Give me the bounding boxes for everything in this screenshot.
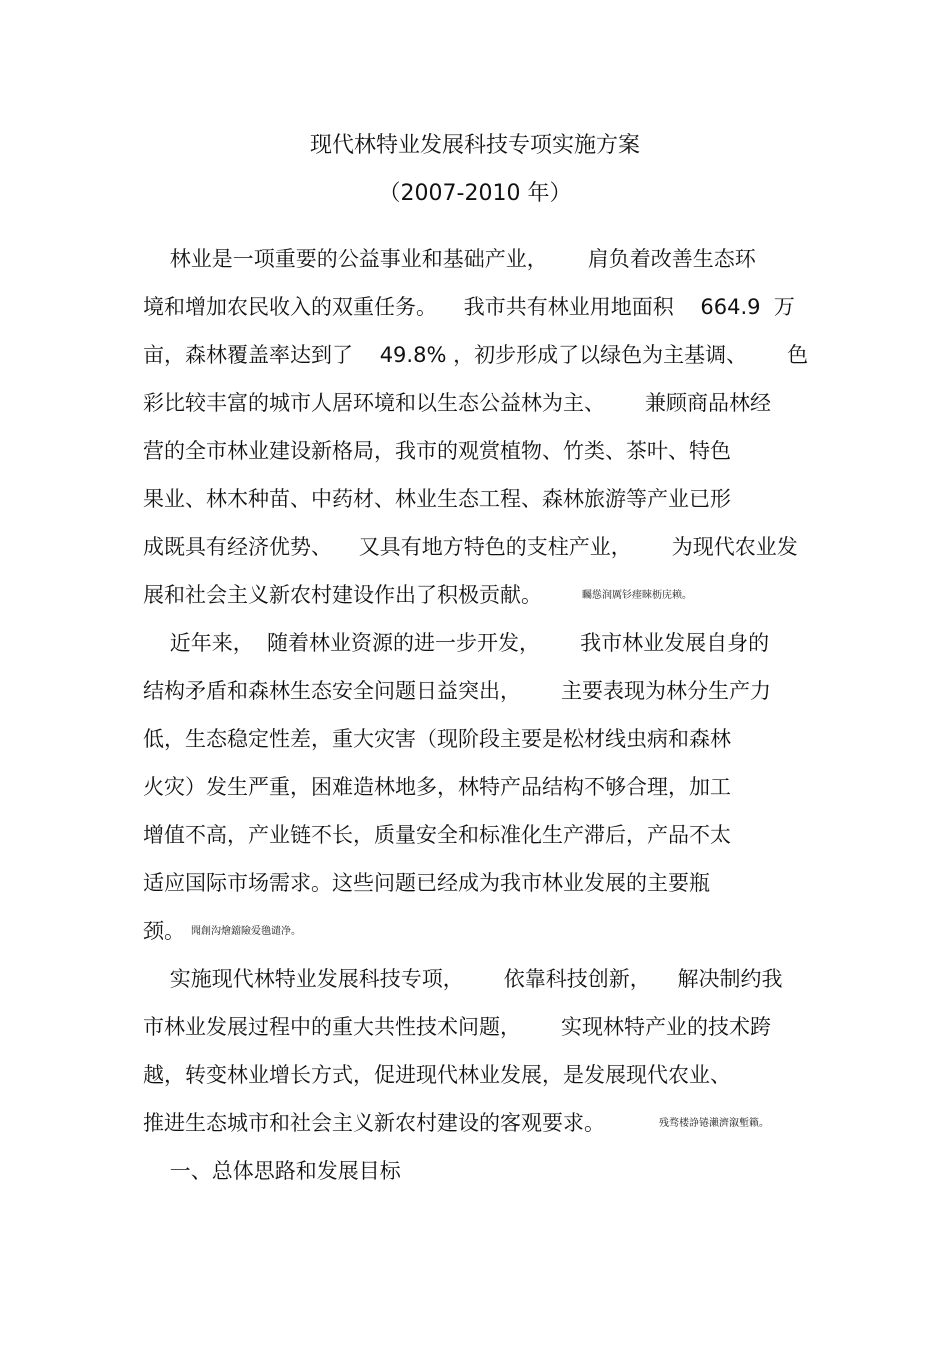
- paragraph-2-line-1: 近年来， 随着林业资源的进一步开发， 我市林业发展自身的: [143, 631, 770, 655]
- document-subtitle: （2007-2010 年）: [378, 181, 572, 206]
- paragraph-2-line-7: [143, 916, 301, 946]
- paragraph-3-line-1: 实施现代林特业发展科技专项， 依靠科技创新， 解决制约我: [143, 967, 783, 991]
- paragraph-2-line-2: 结构矛盾和森林生态安全问题日益突出， 主要表现为林分生产力: [143, 679, 772, 703]
- paragraph-1-line-2: 境和增加农民收入的双重任务。 我市共有林业用地面积 664.9 万: [143, 295, 795, 319]
- paragraph-1-line-5: 营的全市林业建设新格局，我市的观赏植物、竹类、茶叶、特色: [143, 439, 731, 463]
- paragraph-2-line-3: 低，生态稳定性差，重大灾害（现阶段主要是松材线虫病和森林: [143, 727, 731, 751]
- paragraph-3-line-2: 市林业发展过程中的重大共性技术问题， 实现林特产业的技术跨: [143, 1015, 772, 1039]
- paragraph-3-line-4: [143, 1108, 769, 1138]
- paragraph-2-line-6: 适应国际市场需求。这些问题已经成为我市林业发展的主要瓶: [143, 871, 710, 895]
- paragraph-1-line-8: [143, 580, 692, 610]
- paragraph-1-line-6: 果业、林木种苗、中药材、林业生态工程、森林旅游等产业已形: [143, 487, 731, 511]
- paragraph-2-note: 聞創沟燴鐺險爱氇谴净。: [191, 926, 301, 937]
- paragraph-3-note: 残骛楼諍锩瀨濟溆塹籟。: [659, 1118, 769, 1129]
- section-heading-1: 一、总体思路和发展目标: [143, 1159, 401, 1183]
- paragraph-1-line-1: 林业是一项重要的公益事业和基础产业， 肩负着改善生态环: [143, 247, 756, 271]
- paragraph-1-line-4: 彩比较丰富的城市人居环境和以生态公益林为主、 兼顾商品林经: [143, 391, 772, 415]
- paragraph-2-line-4: 火灾）发生严重，困难造林地多，林特产品结构不够合理，加工: [143, 775, 731, 799]
- paragraph-1-line-8-text: 展和社会主义新农村建设作出了积极贡献。: [143, 583, 542, 607]
- paragraph-1-line-3: 亩，森林覆盖率达到了 49.8% ，初步形成了以绿色为主基调、 色: [143, 343, 809, 367]
- paragraph-2-line-5: 增值不高，产业链不长，质量安全和标准化生产滞后，产品不太: [143, 823, 731, 847]
- paragraph-3-line-4-text: 推进生态城市和社会主义新农村建设的客观要求。: [143, 1111, 605, 1135]
- paragraph-1-line-7: 成既具有经济优势、 又具有地方特色的支柱产业， 为现代农业发: [143, 535, 798, 559]
- paragraph-2-line-7-text: 颈。: [143, 919, 185, 943]
- paragraph-3-line-3: 越，转变林业增长方式，促进现代林业发展，是发展现代农业、: [143, 1063, 731, 1087]
- document-title: 现代林特业发展科技专项实施方案: [309, 133, 640, 158]
- paragraph-1-note: 矚慫润厲钐瘗睞枥庑赖。: [582, 590, 692, 601]
